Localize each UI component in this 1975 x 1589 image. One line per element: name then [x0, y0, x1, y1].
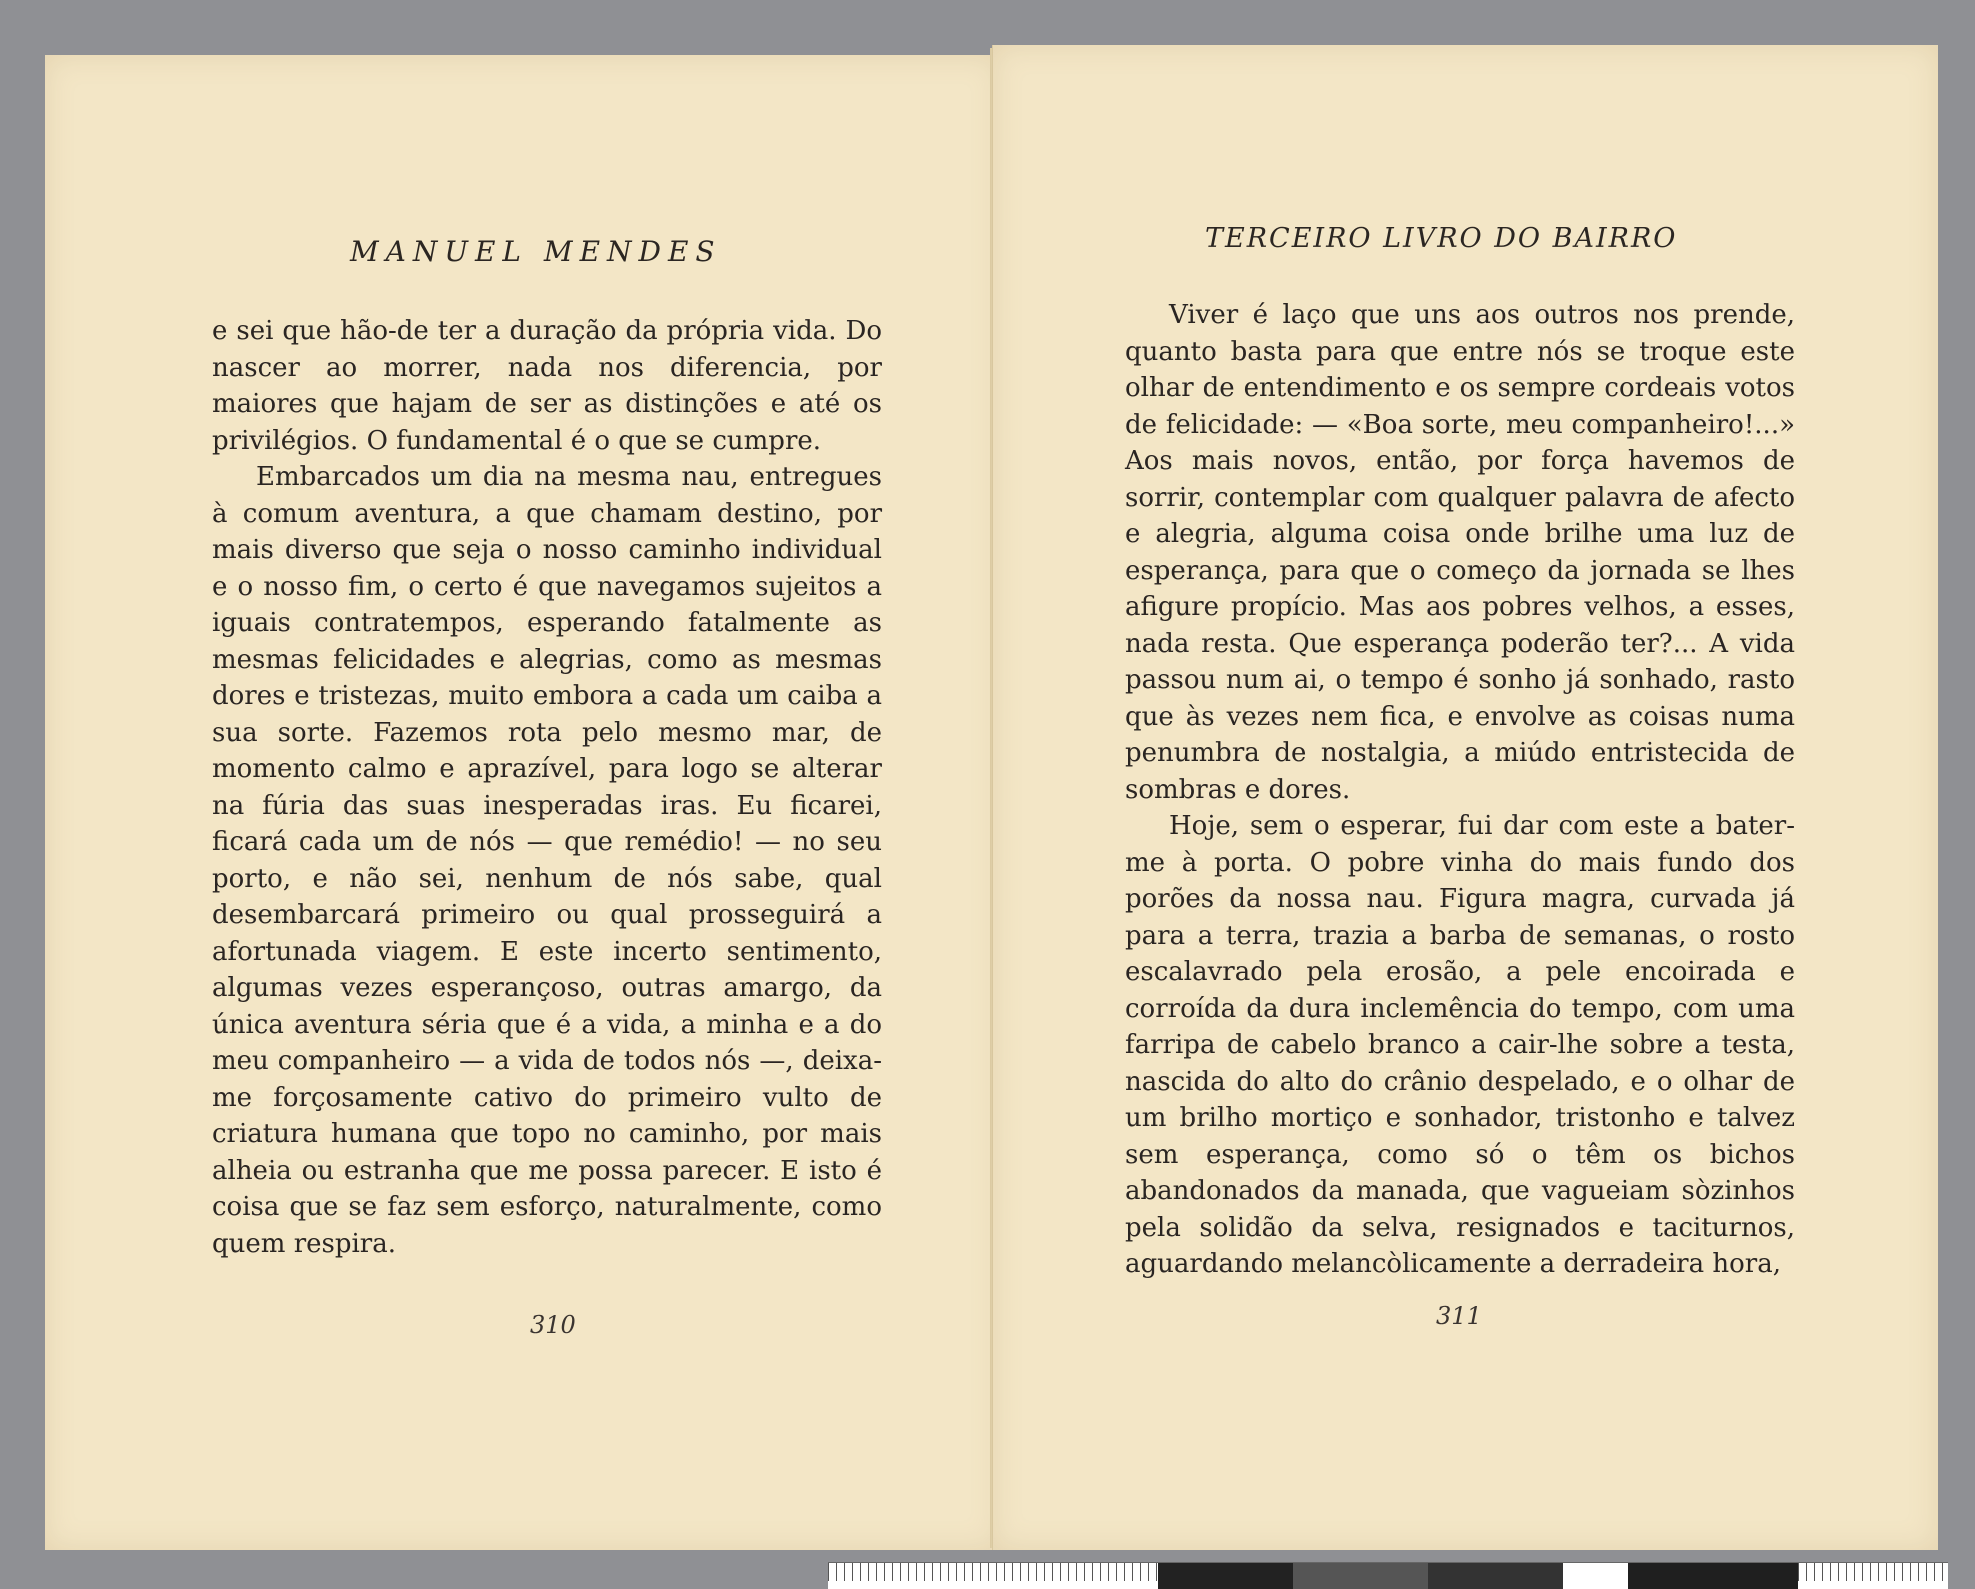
body-text-right: [1125, 297, 1795, 1283]
right-page: [992, 45, 1938, 1550]
ruler-ticks: [1798, 1563, 1948, 1581]
left-page: [45, 55, 1001, 1550]
running-header-right: TERCEIRO LIVRO DO BAIRRO: [1205, 223, 1678, 254]
paragraph: Viver é laço que uns aos outros nos prende, quanto basta para que entre nós se troque este olhar de entendimento e os sempre cordeais votos de felicidade: — «Boa sorte, meu companheiro!...» Aos mais novos, então, por força havemos de sorrir, contemplar com qualquer palavra de afecto e alegria, alguma coisa onde brilhe uma luz de esperança, para que o começo da jornada se lhes afigure propício. Mas aos pobres velhos, a esses, nada resta. Que esperança poderão ter?... A vida passou num ai, o tempo é sonho já sonhado, rasto que às vezes nem fica, e envolve as coisas numa penumbra de nostalgia, a miúdo entristecida de sombras e dores.: [1125, 300, 1795, 805]
gray-patch: [1563, 1563, 1628, 1589]
gray-patch: [1628, 1563, 1798, 1589]
page-number-right: 311: [1436, 1302, 1482, 1330]
ruler-ticks: [828, 1563, 1158, 1581]
gray-patch: [1158, 1563, 1293, 1589]
gray-patch: [1293, 1563, 1428, 1589]
paragraph: Embarcados um dia na mesma nau, entregues à comum aventura, a que chamam destino, por mais diverso que seja o nosso caminho individual e o nosso fim, o certo é que navegamos sujeitos a iguais contratempos, esperando fatalmente as mesmas felicidades e alegrias, como as mesmas dores e tristezas, muito embora a cada um caiba a sua sorte. Fazemos rota pelo mesmo mar, de momento calmo e aprazível, para logo se alterar na fúria das suas inesperadas iras. Eu ficarei, ficará cada um de nós — que remédio! — no seu porto, e não sei, nenhum de nós sabe, qual desembarcará primeiro ou qual prosseguirá a afortunada viagem. E este incerto sentimento, algumas vezes esperançoso, outras amargo, da única aventura séria que é a vida, a minha e a do meu companheiro — a vida de todos nós —, deixa-me forçosamente cativo do primeiro vulto de criatura humana que topo no caminho, por mais alheia ou estranha que me possa parecer. E isto é coisa que se faz sem esforço, naturalmente, como quem respira.: [212, 462, 882, 1259]
page-number-left: 310: [530, 1311, 576, 1339]
running-header-left: MANUEL MENDES: [350, 235, 722, 268]
body-text-left: [212, 313, 882, 1262]
color-scale-ruler: [828, 1562, 1948, 1589]
paragraph: e sei que hão-de ter a duração da própria vida. Do nascer ao morrer, nada nos diferencia, por maiores que hajam de ser as distinções e até os privilégios. O fundamental é o que se cumpre.: [212, 316, 882, 456]
paragraph: Hoje, sem o esperar, fui dar com este a bater-me à porta. O pobre vinha do mais fundo dos porões da nossa nau. Figura magra, curvada já para a terra, trazia a barba de semanas, o rosto escalavrado pela erosão, a pele encoirada e corroída da dura inclemência do tempo, com uma farripa de cabelo branco a cair-lhe sobre a testa, nascida do alto do crânio despelado, e o olhar de um brilho mortiço e sonhador, tristonho e talvez sem esperança, como só o têm os bichos abandonados da manada, que vagueiam sòzinhos pela solidão da selva, resignados e taciturnos, aguardando melancòlicamente a derradeira hora,: [1125, 811, 1795, 1279]
gray-patch: [1428, 1563, 1563, 1589]
